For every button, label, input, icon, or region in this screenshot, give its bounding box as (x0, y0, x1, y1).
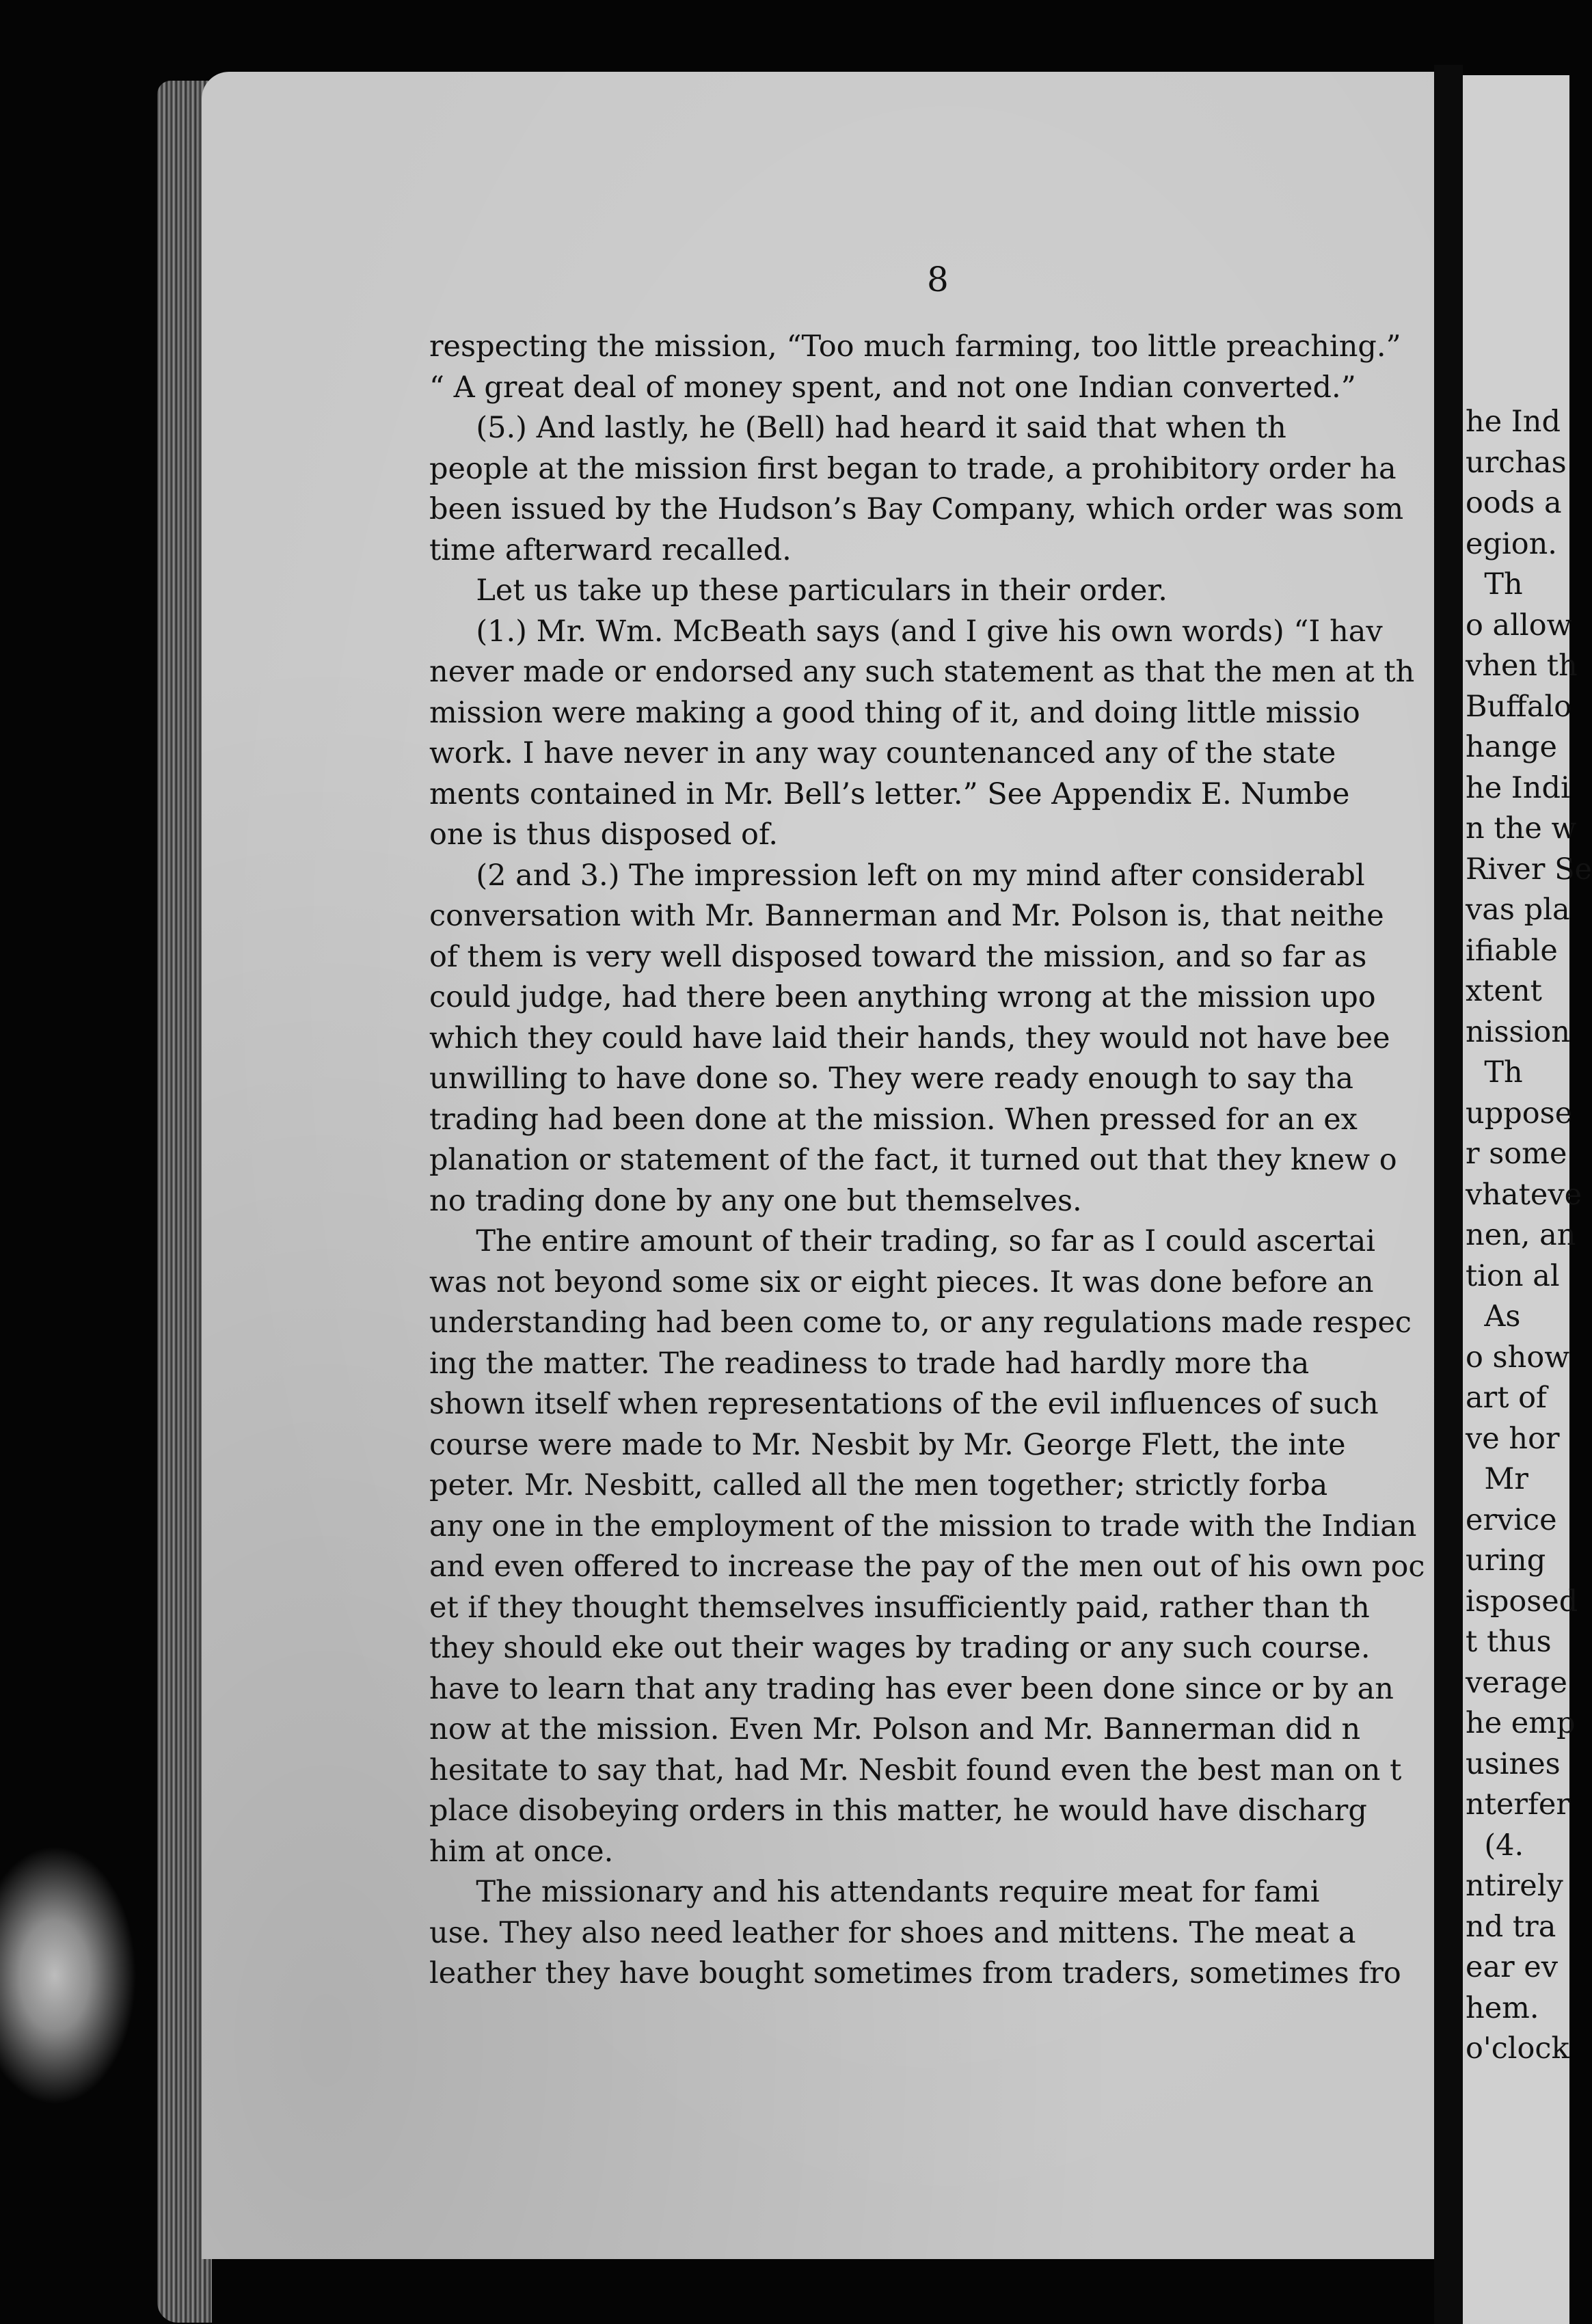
text-line: they should eke out their wages by trading or any such course. (429, 1631, 1371, 1665)
right-page-fragment: xtent (1466, 974, 1542, 1008)
text-line: ing the matter. The readiness to trade had hardly more tha (429, 1346, 1310, 1381)
text-line: been issued by the Hudson’s Bay Company, which order was som (429, 492, 1404, 526)
right-page-fragment: Th (1466, 1055, 1523, 1090)
right-page-fragment: uring (1466, 1543, 1546, 1578)
text-line: use. They also need leather for shoes and mittens. The meat a (429, 1915, 1356, 1950)
right-page-fragment: verage (1466, 1665, 1567, 1700)
text-line: (2 and 3.) The impression left on my mind after considerabl (429, 858, 1365, 893)
right-page-fragment: t thus (1466, 1625, 1552, 1659)
right-page-fragment: isposed (1466, 1584, 1578, 1619)
book-gutter (1434, 65, 1463, 2324)
text-line: leather they have bought sometimes from traders, sometimes fro (429, 1956, 1401, 1990)
right-page-fragment: nterfer (1466, 1787, 1570, 1822)
right-page-fragment: nd tra (1466, 1909, 1556, 1944)
text-line: any one in the employment of the mission to trade with the Indian (429, 1509, 1417, 1543)
right-page-fragment: vas pla (1466, 893, 1570, 927)
text-line: one is thus disposed of. (429, 818, 778, 852)
text-line: work. I have never in any way countenanced any of the state (429, 736, 1336, 770)
right-page-fragment: ve hor (1466, 1421, 1560, 1456)
right-page-fragment: hange (1466, 730, 1557, 764)
text-line: The entire amount of their trading, so far as I could ascertai (429, 1224, 1375, 1258)
right-page-fragment: o show (1466, 1340, 1570, 1375)
right-page-fragment: As (1466, 1299, 1521, 1334)
right-page-fragment: uppose (1466, 1096, 1573, 1131)
text-line: now at the mission. Even Mr. Polson and Mr. Bannerman did n (429, 1712, 1361, 1746)
text-line: shown itself when representations of the evil influences of such (429, 1387, 1379, 1421)
text-line: “ A great deal of money spent, and not one Indian converted.” (429, 370, 1356, 405)
right-page-fragment: (4. (1466, 1828, 1524, 1863)
text-line: hesitate to say that, had Mr. Nesbit found even the best man on t (429, 1753, 1402, 1787)
text-line: could judge, had there been anything wrong at the mission upo (429, 980, 1376, 1014)
text-line: understanding had been come to, or any regulations made respec (429, 1306, 1412, 1340)
text-line: planation or statement of the fact, it turned out that they knew o (429, 1143, 1397, 1177)
text-line: (1.) Mr. Wm. McBeath says (and I give his own words) “I hav (429, 614, 1383, 649)
right-page-fragment: Th (1466, 567, 1523, 602)
right-page-fragment: urchas (1466, 445, 1567, 480)
right-page (1463, 75, 1592, 2324)
text-line: mission were making a good thing of it, and doing little missio (429, 695, 1360, 730)
right-page-fragment: nission (1466, 1014, 1570, 1049)
right-page-fragment: nen, an (1466, 1218, 1576, 1252)
text-line: ments contained in Mr. Bell’s letter.” See Appendix E. Numbe (429, 776, 1350, 811)
text-line: time afterward recalled. (429, 532, 792, 567)
text-line: unwilling to have done so. They were ready enough to say tha (429, 1062, 1353, 1096)
text-line: (5.) And lastly, he (Bell) had heard it said that when th (429, 411, 1286, 445)
right-page-fragment: oods a (1466, 486, 1562, 520)
right-page-fragment: art of (1466, 1381, 1547, 1415)
right-page-fragment: River Se (1466, 852, 1592, 887)
right-page-fragment: n the w (1466, 811, 1577, 846)
right-page-fragment: o'clock (1466, 2031, 1569, 2066)
text-line: respecting the mission, “Too much farming, too little preaching.” (429, 329, 1401, 364)
text-line: him at once. (429, 1834, 614, 1869)
left-page-text (429, 327, 1438, 2104)
right-page-fragment: Mr (1466, 1462, 1528, 1496)
right-page-fragment: ifiable (1466, 933, 1558, 968)
right-page-fragment: o allow (1466, 608, 1572, 643)
text-line: place disobeying orders in this matter, he would have discharg (429, 1794, 1367, 1828)
text-line: never made or endorsed any such statement as that the men at th (429, 655, 1415, 689)
right-page-fragment: usines (1466, 1746, 1561, 1781)
text-line: et if they thought themselves insufficiently paid, rather than th (429, 1590, 1370, 1625)
page-stain (0, 1846, 137, 2105)
right-page-fragment: Buffalo (1466, 689, 1572, 724)
right-page-fragment: vhen th (1466, 649, 1578, 683)
text-line: of them is very well disposed toward the mission, and so far as (429, 939, 1367, 974)
right-page-fragment: he Ind (1466, 405, 1561, 439)
text-line: Let us take up these particulars in their order. (429, 573, 1168, 608)
text-line: trading had been done at the mission. When pressed for an ex (429, 1102, 1358, 1137)
text-line: conversation with Mr. Bannerman and Mr. Polson is, that neithe (429, 899, 1384, 933)
text-line: people at the mission first began to trade, a prohibitory order ha (429, 451, 1397, 486)
right-page-text (1463, 402, 1592, 2070)
text-line: The missionary and his attendants require meat for fami (429, 1875, 1320, 1909)
page-number: 8 (927, 260, 949, 299)
text-line: and even offered to increase the pay of the men out of his own poc (429, 1550, 1425, 1584)
right-page-fragment: ear ev (1466, 1950, 1559, 1984)
text-line: which they could have laid their hands, they would not have bee (429, 1021, 1390, 1055)
right-page-fragment: tion al (1466, 1258, 1560, 1293)
text-line: course were made to Mr. Nesbit by Mr. George Flett, the inte (429, 1427, 1346, 1462)
right-page-fragment: egion. (1466, 526, 1557, 561)
right-page-fragment: he emp (1466, 1706, 1576, 1740)
text-line: no trading done by any one but themselves. (429, 1183, 1082, 1218)
right-page-fragment: hem. (1466, 1990, 1539, 2025)
text-line: have to learn that any trading has ever been done since or by an (429, 1671, 1394, 1706)
right-page-fragment: r some (1466, 1137, 1567, 1171)
right-page-fragment: vhateve (1466, 1177, 1582, 1212)
text-line: was not beyond some six or eight pieces. It was done before an (429, 1265, 1374, 1299)
right-page-fragment: ntirely (1466, 1869, 1563, 1903)
text-line: peter. Mr. Nesbitt, called all the men together; strictly forba (429, 1468, 1328, 1502)
right-page-fragment: he Indi (1466, 770, 1570, 805)
right-page-fragment: ervice (1466, 1502, 1557, 1537)
